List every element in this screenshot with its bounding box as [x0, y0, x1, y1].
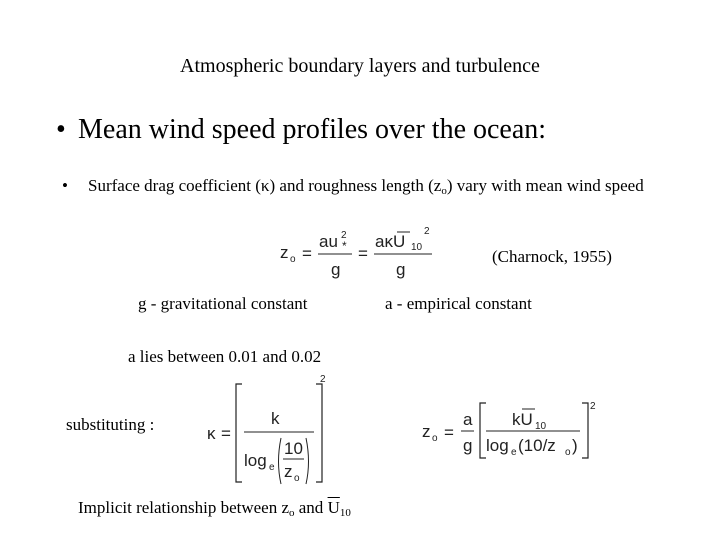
- main-bullet: [56, 114, 546, 146]
- g-definition: g - gravitational constant: [138, 294, 308, 313]
- eq-power: 2: [320, 374, 326, 385]
- eq-log: log: [244, 451, 267, 470]
- eq-lhs-sub: o: [432, 433, 438, 444]
- eq-log-sub: e: [269, 462, 275, 473]
- left-paren: [279, 438, 282, 484]
- substituting-label: substituting :: [66, 415, 155, 434]
- zo-equation: [420, 396, 620, 466]
- eq-den-close: ): [572, 436, 578, 455]
- eq-equals-2: =: [358, 244, 368, 263]
- slide-title: Atmospheric boundary layers and turbulence: [180, 55, 540, 77]
- eq-equals: =: [302, 244, 312, 263]
- eq-power: 2: [590, 401, 596, 412]
- eq-num2: aκU: [375, 232, 406, 251]
- implicit-relationship: Implicit relationship between $z_o$ and $\overline{U}_{10}$: [78, 498, 351, 519]
- eq-inner-num: 10: [284, 439, 303, 458]
- charnock-reference: (Charnock, 1955): [492, 247, 612, 266]
- charnock-equation: [276, 225, 436, 285]
- eq-frac-den: g: [463, 436, 473, 455]
- sub-bullet: [62, 175, 662, 202]
- right-bracket: [582, 403, 588, 458]
- bullet-marker: •: [56, 114, 66, 145]
- left-bracket: [236, 384, 242, 482]
- eq-den2: g: [396, 260, 406, 279]
- eq-num: kU: [512, 410, 533, 429]
- eq-lhs: z: [280, 243, 289, 262]
- eq-num1-sup: 2: [341, 230, 347, 241]
- eq-num-sub: 10: [535, 421, 547, 432]
- a-definition: a - empirical constant: [385, 294, 532, 313]
- kappa-equation: [204, 372, 334, 490]
- eq-lhs-sub: o: [290, 254, 296, 265]
- eq-den-arg: (10/z: [518, 436, 556, 455]
- eq-inner-den: z: [284, 462, 293, 481]
- eq-num1-sub: *: [342, 239, 347, 253]
- main-bullet-text: Mean wind speed profiles over the ocean:: [78, 114, 547, 145]
- bullet-marker: •: [62, 176, 68, 195]
- eq-num1: au: [319, 232, 338, 251]
- eq-den-log-sub: e: [511, 447, 517, 458]
- eq-frac-num: a: [463, 410, 473, 429]
- eq-den1: g: [331, 260, 341, 279]
- eq-equals: =: [444, 423, 454, 442]
- eq-num2-sup: 2: [424, 226, 430, 237]
- right-bracket: [316, 384, 322, 482]
- eq-inner-den-sub: o: [294, 473, 300, 484]
- eq-den-log: log: [486, 436, 509, 455]
- eq-num-k: k: [271, 409, 280, 428]
- eq-num2-sub: 10: [411, 242, 423, 253]
- right-paren: [306, 438, 309, 484]
- eq-lhs: z: [422, 422, 431, 441]
- sub-bullet-text: Surface drag coefficient (κ) and roughness length $(z_o)$ vary with mean wind speed: [88, 176, 644, 197]
- eq-equals: =: [221, 424, 231, 443]
- eq-den-arg-sub: o: [565, 447, 571, 458]
- a-range-note: a lies between 0.01 and 0.02: [128, 347, 322, 366]
- eq-kappa: κ: [207, 424, 216, 443]
